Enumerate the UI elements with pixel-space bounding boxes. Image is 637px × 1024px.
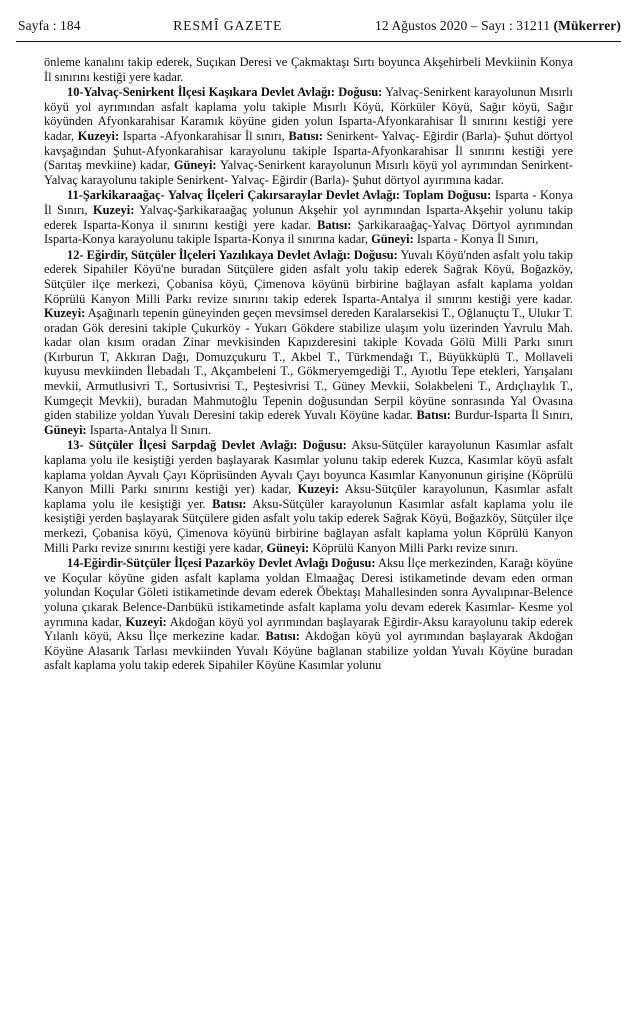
section-paragraph — [44, 85, 573, 187]
section-heading-text: 14-Eğirdir-Sütçüler İlçesi Pazarköy Devlet Avlağı Doğusu: — [67, 556, 376, 571]
section-body-text: Isparta - Konya İl Sınırı, — [413, 232, 539, 247]
section-heading-text: Kuzeyi: — [44, 306, 86, 321]
section-heading-text: Güneyi: — [44, 422, 87, 437]
section-heading-text: 10-Yalvaç-Senirkent İlçesi Kaşıkara Devlet Avlağı: Doğusu: — [67, 85, 383, 100]
section-body-text: Isparta -Afyonkarahisar İl sınırı, — [119, 128, 289, 143]
section-heading-text: Güneyi: — [371, 232, 414, 247]
section-body-text: Köprülü Kanyon Milli Parkı revize sınırı. — [309, 540, 519, 555]
section-body-text: Aksu-Sütçüler karayolunun, Kasımlar asfalt kaplama yolu ile kesiştiği yer. — [44, 482, 573, 511]
page-header — [18, 18, 621, 42]
gazette-title: RESMÎ GAZETE — [173, 18, 283, 33]
section-heading-text: Batısı: — [288, 128, 323, 143]
section-heading-text: Batısı: — [212, 496, 247, 511]
section-body-text: Yalvaç-Senirkent karayolunun Mısırlı köyü yol ayrımından asfalt kaplama yolu takiple Mısırlı Köyü, Körküler Köyü, Sağır köyü, Sağır köyünden Afyonkarahisar Karamık köyüne giden yolun Isparta-Afyonkarahisar İl sınırını kestiği yere kadar, — [44, 85, 573, 143]
page-number: Sayfa : 184 — [18, 18, 81, 33]
section-heading-text: Batısı: — [416, 408, 451, 423]
section-body-text: Aşağınarlı tepenin güneyinden geçen mevsimsel dereden Karalarsekisi T., Oğlanuçtu T., Ulukır T. oradan Gök deresini takiple Çukurköy - Yukarı Gökdere stabilize ulaşım yolu üzerinden Yavrulu Mah. kadar olan kısım oradan Zinar mevkisinden Kapızderesini takiple Kovada Gölü Milli Parkı sınırı (Kırburun T, Akkıran Dağı, Domuzçukuru T., Akbel T., Türkmendağı T., Büyükküplü T., Mollaveli kuyusu mevkiinden İlebadalı T., Akçambeleni T., Gökmeryemgediği T., Ayıotlu Tepe etekleri, Yarışalanı mevkii, Armutlusivri T., Sortusivrisi T., Peştesivrisi T., Güney Mevkii, Solakbeleni T., Ardıçlıaylık T., Kumgeçit Mevkii), buradan Mahmutoğlu Tepenin doğusundan Serpil köyüne sonrasında Yal Ovasına giden stabilize yoldan Yuvalı Deresini takip ederek Yuvalı Köyüne kadar. — [44, 306, 573, 423]
section-heading-text: Güneyi: — [173, 158, 217, 173]
section-paragraph — [44, 248, 573, 438]
section-body-text: Burdur-Isparta İl Sınırı, — [450, 408, 573, 423]
section-heading-text: Kuzeyi: — [125, 614, 167, 629]
section-body-text: Akdoğan köyü yol ayrımından başlayarak Akdoğan Köyüne Alasarık Tarlası mevkiinden Yuvalı Köyüne bağlanan stabilize yoldan Yuvalı Köyüne buradan asfalt kaplama yolu takip ederek Sipahiler Köyüne Kasımlar yolunu — [44, 629, 573, 673]
section-paragraph — [44, 188, 573, 246]
section-heading-text: Batısı: — [317, 217, 352, 232]
section-body-text: Yalvaç-Senirkent karayolunun Mısırlı köyü yol ayrımından Senirkent-Yalvaç karayolunu takiple Senirkent- Yalvaç- Eğirdir (Barla)- Şuhut dörtyol ayırımına kadar. — [44, 158, 573, 187]
section-body-text: Aksu-Sütçüler karayolunun Kasımlar asfalt kaplama yolu ile kesiştiği yerden başlayarak Kasımlar yolunu takip ederek Kuzca, Kasımlar köyü asfalt kaplama yoldan Ayvalı Çayı Köprüsünden Ayvalı Çayı boyunca Kasımlar Kanyonunun girişine (Köprülü Kanyon Milli Parkı sınırını kestiği yer) kadar, — [44, 438, 573, 497]
section-body-text: Aksu İlçe merkezinden, Karağı köyüne ve Koçular köyüne giden asfalt kaplama yoldan Elmaağaç Deresi istikametinde devam eden orman yolundan Koçular Göleti istikametinde devam ederek Öbektaşı Mahallesinden sonra Ayvalıpınar-Belence yoluna çıkarak Belence-Darıbükü istikametinde asfalt kaplama yolu devam ederek Kasımlar- Kesme yol ayrımına kadar, — [44, 556, 573, 629]
section-body-text: Yuvalı Köyü'nden asfalt yolu takip ederek Sipahiler Köyü'ne buradan Sütçülere giden asfalt yolu takip ederek Sağrak Köyü, Boğazköy, Sütçüler ilçe merkezi, Çobanisa köyü, Çimenova köyünü birbirine bağlayan asfalt kaplama yoldan Köprülü Kanyon Milli Parkı revize sınırını takip ederek Isparta-Antalya il sınırını kestiği yere kadar. — [44, 247, 573, 306]
section-body-text: Isparta - Konya İl Sınırı, — [44, 188, 574, 217]
intro-paragraph: önleme kanalını takip ederek, Suçıkan Deresi ve Çakmaktaşı Sırtı boyunca Akşehirbeli Mevkiinin Konya İl sınırını kestiği yere kadar. — [44, 55, 573, 84]
section-paragraph — [44, 556, 573, 673]
section-heading-text: 11-Şarkikaraağaç- Yalvaç İlçeleri Çakırsaraylar Devlet Avlağı: Toplam Doğusu: — [67, 188, 492, 203]
issue-suffix: (Mükerrer) — [553, 18, 621, 33]
section-body-text: Şarkikaraağaç-Yalvaç Dörtyol ayrımından Isparta-Konya karayolunu takiple Isparta-Konya il sınırına kadar, — [44, 217, 573, 247]
section-body-text: Aksu-Sütçüler karayolunun Kasımlar asfalt kaplama yolu ile kesiştiği yerden başlayarak Sütçülere giden asfalt yolu takip ederek Sağrak Köyü, Boğazköy, Sütçüler ilçe merkezi, Çobanisa köyü, Çimenova köyünü birbirine bağlayan asfalt kaplama yolun Köprülü Kanyon Milli Parkı revize sınırını kestiği yere kadar, — [44, 496, 573, 555]
section-paragraph — [44, 438, 573, 555]
document-body — [44, 55, 573, 673]
section-body-text: Isparta-Antalya İl Sınırı. — [86, 422, 212, 437]
issue-info — [375, 18, 621, 34]
issue-date-number: 12 Ağustos 2020 – Sayı : 31211 — [375, 18, 551, 33]
section-heading-text: Batısı: — [265, 629, 300, 644]
section-heading-text: Kuzeyi: — [77, 128, 120, 143]
section-heading-text: 12- Eğirdir, Sütçüler İlçeleri Yazılıkaya Devlet Avlağı: Doğusu: — [67, 247, 398, 262]
section-heading-text: 13- Sütçüler İlçesi Sarpdağ Devlet Avlağı: Doğusu: — [67, 438, 347, 453]
section-body-text: Akdoğan köyü yol ayrımından başlayarak Eğirdir-Aksu karayolunu takip ederek Yılanlı köyü, Aksu İlçe merkezine kadar. — [44, 614, 573, 644]
section-body-text: Yalvaç-Şarkikaraağaç yolunun Akşehir yol ayrımından Isparta-Akşehir yolunu takip ederek Isparta-Konya il sınırını kestiği yere kadar. — [44, 202, 573, 232]
header-rule — [16, 41, 621, 42]
section-heading-text: Güneyi: — [266, 540, 310, 555]
section-heading-text: Kuzeyi: — [297, 482, 339, 497]
section-heading-text: Kuzeyi: — [93, 202, 135, 217]
section-body-text: Senirkent- Yalvaç- Eğirdir (Barla)- Şuhut dörtyol kavşağından Şuhut-Afyonkarahisar karayolunu takiple Isparta-Afyonkarahisar İl sınırını kestiği yere (Sarıtaş mevkiine) kadar, — [44, 128, 574, 173]
